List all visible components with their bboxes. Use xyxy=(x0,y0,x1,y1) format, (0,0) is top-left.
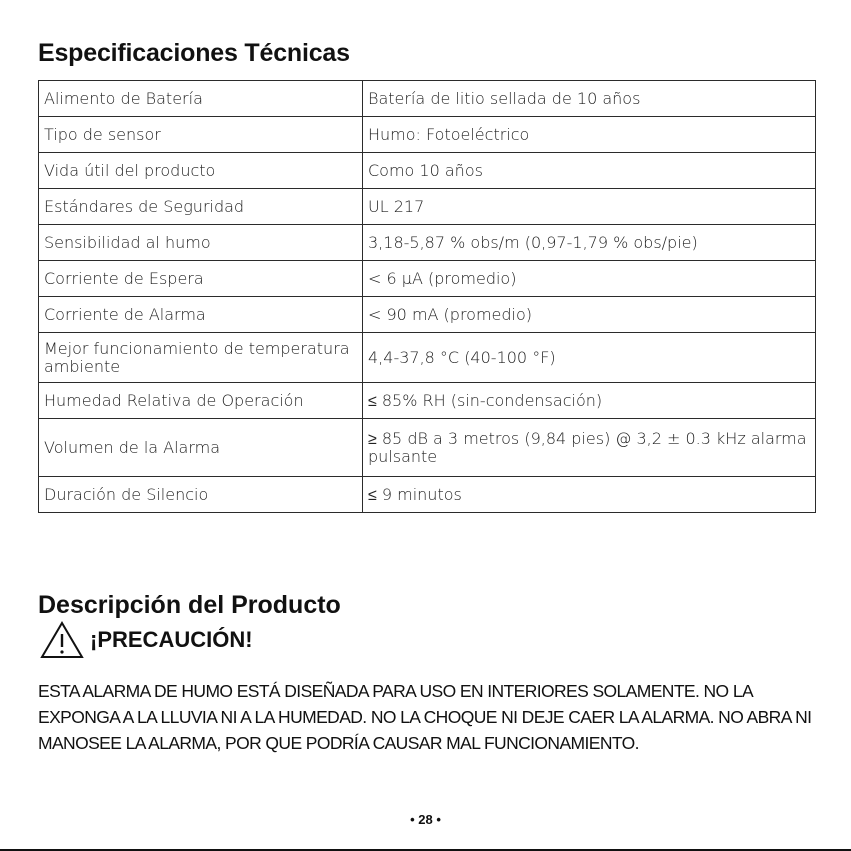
caution-title: ¡PRECAUCIÓN! xyxy=(90,627,253,652)
table-row xyxy=(39,117,816,153)
spec-label: Humedad Relativa de Operación xyxy=(39,383,363,419)
spec-label: Duración de Silencio xyxy=(39,477,363,513)
table-row xyxy=(39,225,816,261)
specifications-table xyxy=(38,80,816,513)
page-title: Especificaciones Técnicas xyxy=(38,39,350,67)
spec-label: Vida útil del producto xyxy=(39,153,363,189)
spec-value: ≥ 85 dB a 3 metros (9,84 pies) @ 3,2 ± 0.3 kHz alarma pulsante xyxy=(363,419,816,477)
spec-value: UL 217 xyxy=(363,189,816,225)
spec-label: Sensibilidad al humo xyxy=(39,225,363,261)
spec-value: ≤ 85% RH (sin-condensación) xyxy=(363,383,816,419)
spec-label: Volumen de la Alarma xyxy=(39,419,363,477)
spec-value: < 90 mA (promedio) xyxy=(363,297,816,333)
spec-label: Alimento de Batería xyxy=(39,81,363,117)
spec-label: Tipo de sensor xyxy=(39,117,363,153)
section-title: Descripción del Producto xyxy=(38,591,341,619)
warning-text: ESTA ALARMA DE HUMO ESTÁ DISEÑADA PARA USO EN INTERIORES SOLAMENTE. NO LA EXPONGA A LA LLUVIA NI A LA HUMEDAD. NO LA CHOQUE NI DEJE CAER LA ALARMA. NO ABRA NI MANOSEE LA ALARMA, POR QUE PODRÍA CAUSAR MAL FUNCIONAMIENTO. xyxy=(38,681,812,753)
table-row xyxy=(39,297,816,333)
spec-value: ≤ 9 minutos xyxy=(363,477,816,513)
spec-label: Mejor funcionamiento de temperatura ambiente xyxy=(39,333,363,383)
table-row xyxy=(39,383,816,419)
spec-value: 4,4-37,8 °C (40-100 °F) xyxy=(363,333,816,383)
spec-value: Batería de litio sellada de 10 años xyxy=(363,81,816,117)
page-number: • 28 • xyxy=(410,812,441,827)
spec-value: Como 10 años xyxy=(363,153,816,189)
table-row xyxy=(39,477,816,513)
spec-label: Corriente de Espera xyxy=(39,261,363,297)
table-row xyxy=(39,419,816,477)
table-row xyxy=(39,81,816,117)
spec-label: Estándares de Seguridad xyxy=(39,189,363,225)
table-row xyxy=(39,261,816,297)
spec-value: < 6 µA (promedio) xyxy=(363,261,816,297)
table-row xyxy=(39,189,816,225)
table-row xyxy=(39,333,816,383)
caution-heading xyxy=(40,620,253,660)
table-row xyxy=(39,153,816,189)
spec-value: 3,18-5,87 % obs/m (0,97-1,79 % obs/pie) xyxy=(363,225,816,261)
spec-value: Humo: Fotoeléctrico xyxy=(363,117,816,153)
warning-triangle-icon xyxy=(40,621,84,659)
spec-label: Corriente de Alarma xyxy=(39,297,363,333)
